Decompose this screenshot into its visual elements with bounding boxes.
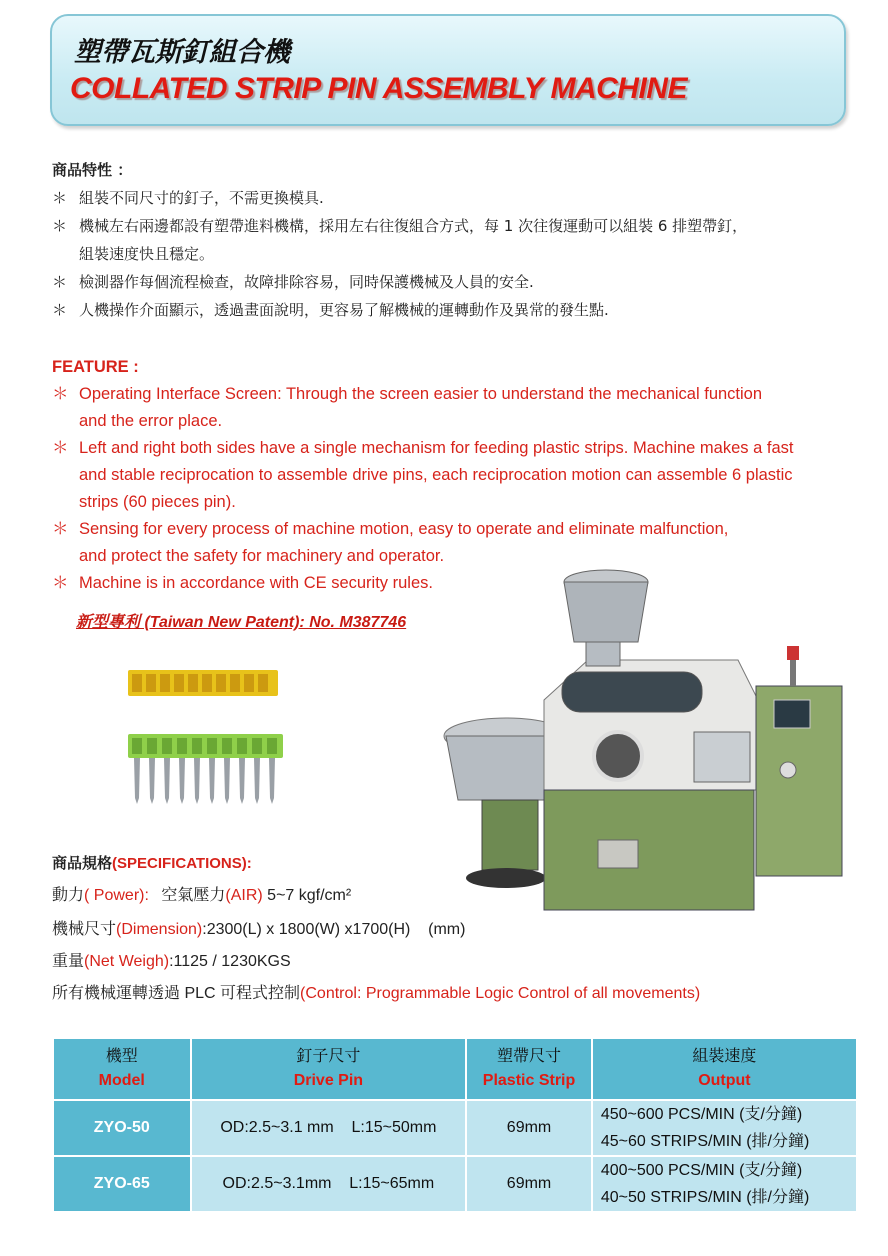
features-chinese bbox=[52, 156, 882, 324]
machine-photo bbox=[438, 560, 848, 920]
plastic-strip-cell: 69mm bbox=[466, 1156, 592, 1212]
asterisk-icon: ＊ bbox=[52, 385, 69, 403]
spec-power: 動力( Power): 空氣壓力(AIR) 5~7 kgf/cm² bbox=[52, 887, 352, 904]
spec-dimension: 機械尺寸(Dimension):2300(L) x 1800(W) x1700(H) (mm) bbox=[52, 921, 466, 938]
spec-control: 所有機械運轉透過 PLC 可程式控制(Control: Programmable Logic Control of all movements) bbox=[52, 985, 701, 1002]
patent-number: 新型專利 (Taiwan New Patent): No. M387746 bbox=[76, 614, 407, 631]
asterisk-icon: ＊ bbox=[52, 301, 68, 319]
collated-pins-image bbox=[120, 660, 290, 810]
list-item: ＊ Sensing for every process of machine motion, easy to operate and eliminate malfunction, and protect the safety for machinery and operator. bbox=[52, 516, 862, 570]
list-item: ＊ 人機操作介面顯示，透過畫面說明，更容易了解機械的運轉動作及異常的發生點. bbox=[52, 296, 882, 324]
features-zh-heading: 商品特性 ： bbox=[52, 161, 133, 179]
output-cell: 450~600 PCS/MIN (支/分鐘) 45~60 STRIPS/MIN (排/分鐘) bbox=[592, 1100, 857, 1156]
plastic-strip-cell: 69mm bbox=[466, 1100, 592, 1156]
features-en-heading: FEATURE : bbox=[52, 358, 139, 376]
list-item: ＊ Operating Interface Screen: Through the screen easier to understand the mechanical function and the error place. bbox=[52, 381, 862, 435]
spec-heading: 商品規格(SPECIFICATIONS): bbox=[52, 855, 252, 872]
list-item-continued: 組裝速度快且穩定。 bbox=[79, 245, 215, 263]
col-header-model: 機型 Model bbox=[53, 1038, 191, 1100]
spec-table bbox=[52, 1037, 858, 1213]
list-item: ＊ Left and right both sides have a single mechanism for feeding plastic strips. Machine makes a fast and stable reciprocation to assemble drive pins, each reciprocation motion can assemble 6 plastic strips (60 pieces pin). bbox=[52, 435, 862, 516]
list-item: ＊ Machine is in accordance with CE security rules. bbox=[52, 570, 862, 597]
asterisk-icon: ＊ bbox=[52, 439, 69, 457]
asterisk-icon: ＊ bbox=[52, 273, 68, 291]
asterisk-icon: ＊ bbox=[52, 189, 68, 207]
output-cell: 400~500 PCS/MIN (支/分鐘) 40~50 STRIPS/MIN (排/分鐘) bbox=[592, 1156, 857, 1212]
drive-pin-cell: OD:2.5~3.1mm L:15~65mm bbox=[191, 1156, 467, 1212]
list-item: ＊ 機械左右兩邊都設有塑帶進料機構，採用左右往復組合方式，每 1 次往復運動可以組裝 6 排塑帶釘， bbox=[52, 212, 882, 240]
spec-weight: 重量(Net Weigh):1125 / 1230KGS bbox=[52, 953, 291, 970]
col-header-drive-pin: 釘子尺寸 Drive Pin bbox=[191, 1038, 467, 1100]
title-banner bbox=[50, 14, 846, 126]
asterisk-icon: ＊ bbox=[52, 574, 69, 592]
list-item: ＊ 檢測器作每個流程檢查，故障排除容易，同時保護機械及人員的安全. bbox=[52, 268, 882, 296]
model-cell: ZYO-65 bbox=[53, 1156, 191, 1212]
col-header-plastic-strip: 塑帶尺寸 Plastic Strip bbox=[466, 1038, 592, 1100]
table-row bbox=[53, 1100, 857, 1156]
list-item: ＊ 組裝不同尺寸的釘子，不需更換模具. bbox=[52, 184, 882, 212]
col-header-output: 組裝速度 Output bbox=[592, 1038, 857, 1100]
title-english: COLLATED STRIP PIN ASSEMBLY MACHINE bbox=[70, 72, 687, 105]
drive-pin-cell: OD:2.5~3.1 mm L:15~50mm bbox=[191, 1100, 467, 1156]
table-row bbox=[53, 1156, 857, 1212]
title-chinese: 塑帶瓦斯釘組合機 bbox=[74, 37, 290, 68]
specifications bbox=[52, 852, 701, 1002]
model-cell: ZYO-50 bbox=[53, 1100, 191, 1156]
table-header-row bbox=[53, 1038, 857, 1100]
asterisk-icon: ＊ bbox=[52, 520, 69, 538]
asterisk-icon: ＊ bbox=[52, 217, 68, 235]
